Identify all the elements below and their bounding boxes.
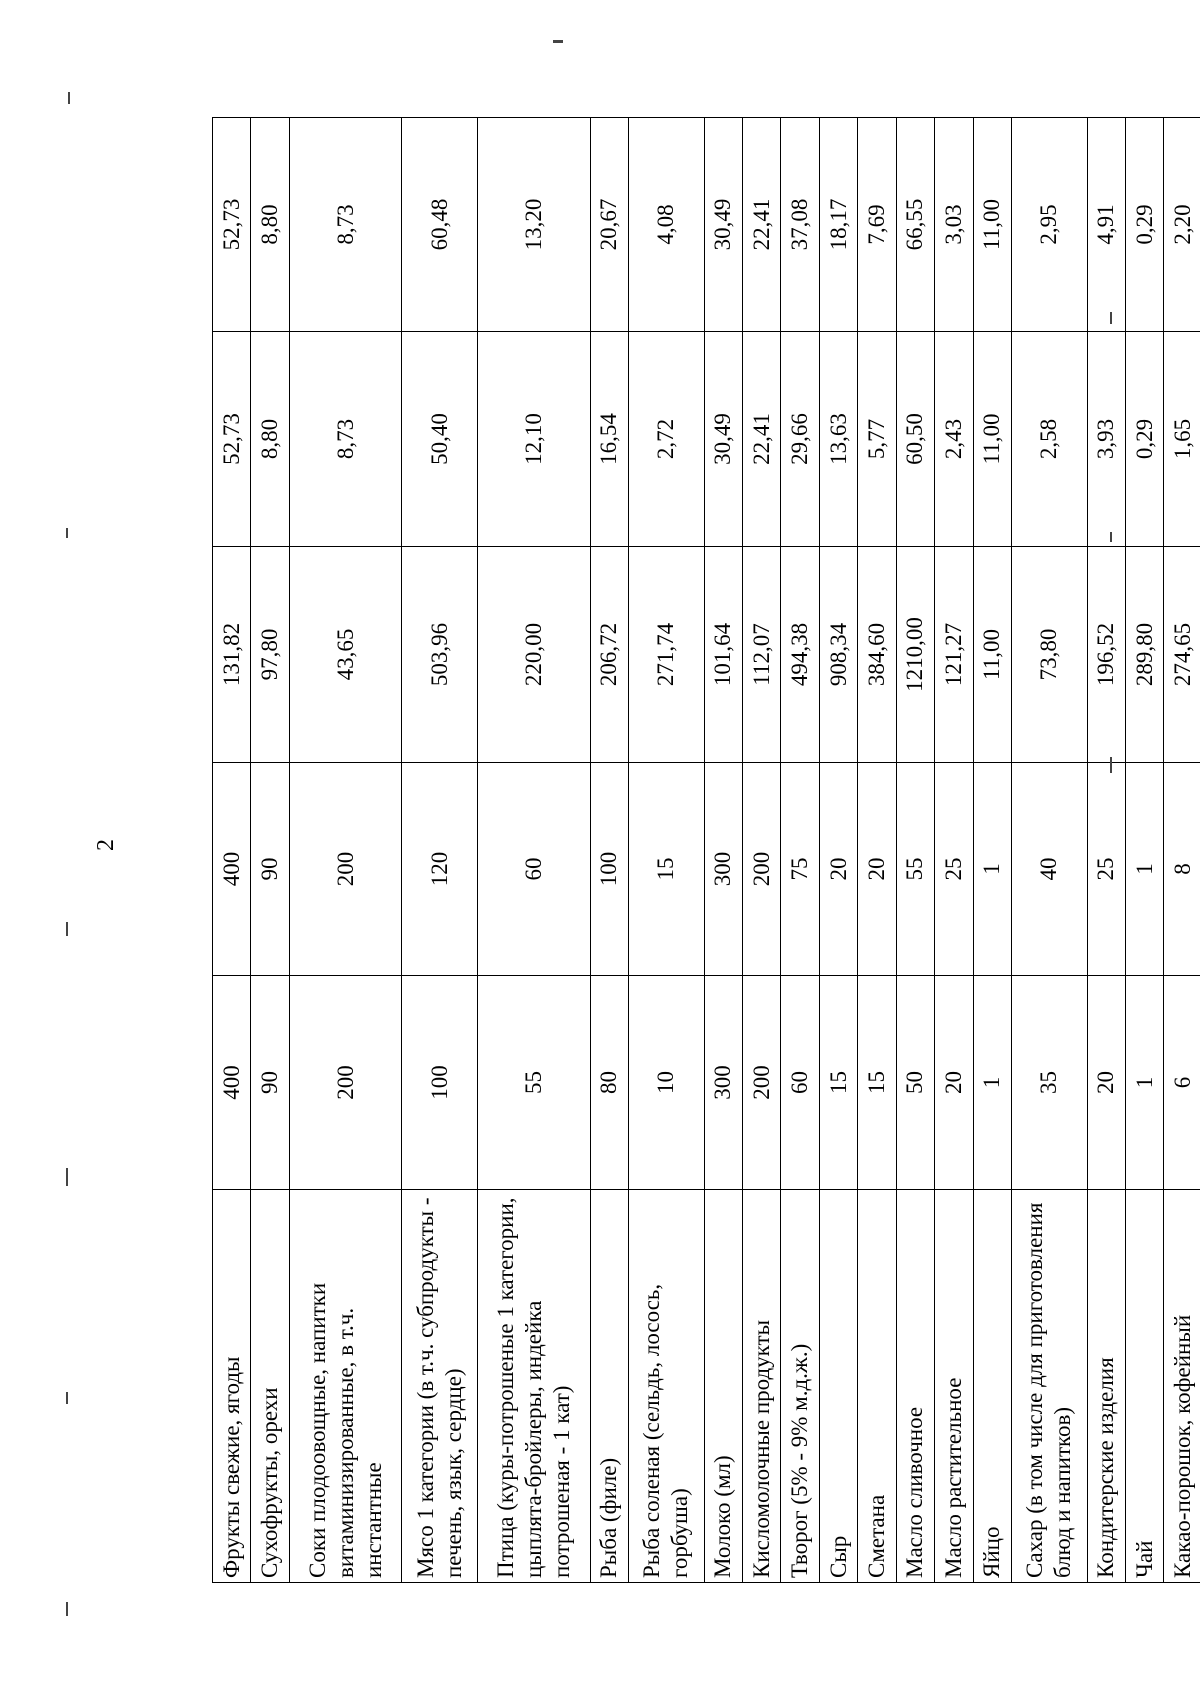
table-row <box>478 118 591 1583</box>
scan-speck <box>66 922 68 936</box>
table-row <box>704 118 742 1583</box>
value-cell: 60 <box>781 976 819 1190</box>
value-cell: 3,93 <box>1087 332 1125 547</box>
product-name-cell: Масло сливочное <box>896 1190 934 1583</box>
value-cell: 3,03 <box>935 118 973 332</box>
value-cell: 97,80 <box>251 547 289 763</box>
table-row <box>289 118 402 1583</box>
value-cell: 0,29 <box>1125 118 1163 332</box>
table-row <box>251 118 289 1583</box>
value-cell: 29,66 <box>781 332 819 547</box>
value-cell: 100 <box>590 763 628 976</box>
value-cell: 40 <box>1011 763 1087 976</box>
product-name-cell: Мясо 1 категории (в т.ч. субпродукты - печень, язык, сердце) <box>402 1190 478 1583</box>
value-cell: 400 <box>213 763 251 976</box>
value-cell: 25 <box>1087 763 1125 976</box>
value-cell: 8,73 <box>289 118 402 332</box>
value-cell: 73,80 <box>1011 547 1087 763</box>
product-name-cell: Творог (5% - 9% м.д.ж.) <box>781 1190 819 1583</box>
value-cell: 8,80 <box>251 118 289 332</box>
table-row <box>213 118 251 1583</box>
value-cell: 1210,00 <box>896 547 934 763</box>
scan-speck <box>1110 532 1112 542</box>
value-cell: 8,73 <box>289 332 402 547</box>
value-cell: 52,73 <box>213 118 251 332</box>
product-name-cell: Фрукты свежие, ягоды <box>213 1190 251 1583</box>
value-cell: 90 <box>251 763 289 976</box>
product-name-cell: Сметана <box>858 1190 896 1583</box>
product-name-cell: Масло растительное <box>935 1190 973 1583</box>
value-cell: 20 <box>858 763 896 976</box>
value-cell: 101,64 <box>704 547 742 763</box>
table-row <box>896 118 934 1583</box>
product-name-cell: Рыба соленая (сельдь, лосось, горбуша) <box>629 1190 705 1583</box>
value-cell: 22,41 <box>743 332 781 547</box>
value-cell: 2,43 <box>935 332 973 547</box>
scan-speck <box>66 1392 68 1404</box>
table-row <box>858 118 896 1583</box>
value-cell: 8 <box>1164 763 1200 976</box>
scan-speck <box>66 1168 68 1186</box>
value-cell: 274,65 <box>1164 547 1200 763</box>
value-cell: 12,10 <box>478 332 591 547</box>
value-cell: 2,72 <box>629 332 705 547</box>
value-cell: 1 <box>1125 763 1163 976</box>
value-cell: 8,80 <box>251 332 289 547</box>
value-cell: 37,08 <box>781 118 819 332</box>
product-name-cell: Соки плодоовощные, напитки витаминизированные, в т.ч. инстантные <box>289 1190 402 1583</box>
value-cell: 289,80 <box>1125 547 1163 763</box>
value-cell: 1 <box>973 763 1011 976</box>
table-row <box>1125 118 1163 1583</box>
value-cell: 503,96 <box>402 547 478 763</box>
value-cell: 300 <box>704 976 742 1190</box>
value-cell: 200 <box>289 976 402 1190</box>
value-cell: 15 <box>858 976 896 1190</box>
product-name-cell: Чай <box>1125 1190 1163 1583</box>
table-row <box>781 118 819 1583</box>
food-cost-table <box>212 117 1200 1583</box>
value-cell: 200 <box>743 976 781 1190</box>
product-name-cell: Сыр <box>819 1190 857 1583</box>
table-row <box>743 118 781 1583</box>
value-cell: 120 <box>402 763 478 976</box>
value-cell: 131,82 <box>213 547 251 763</box>
value-cell: 100 <box>402 976 478 1190</box>
product-name-cell: Птица (куры-потрошеные 1 категории, цыплята-бройлеры, индейка потрошеная - 1 кат) <box>478 1190 591 1583</box>
product-name-cell: Какао-порошок, кофейный <box>1164 1190 1200 1583</box>
value-cell: 66,55 <box>896 118 934 332</box>
scan-speck <box>553 40 563 43</box>
value-cell: 13,20 <box>478 118 591 332</box>
value-cell: 1 <box>973 976 1011 1190</box>
value-cell: 200 <box>743 763 781 976</box>
table-row <box>590 118 628 1583</box>
value-cell: 384,60 <box>858 547 896 763</box>
value-cell: 90 <box>251 976 289 1190</box>
value-cell: 30,49 <box>704 118 742 332</box>
value-cell: 10 <box>629 976 705 1190</box>
value-cell: 4,08 <box>629 118 705 332</box>
value-cell: 220,00 <box>478 547 591 763</box>
value-cell: 200 <box>289 763 402 976</box>
value-cell: 16,54 <box>590 332 628 547</box>
value-cell: 30,49 <box>704 332 742 547</box>
value-cell: 55 <box>896 763 934 976</box>
scan-speck <box>68 92 70 104</box>
value-cell: 2,20 <box>1164 118 1200 332</box>
value-cell: 11,00 <box>973 547 1011 763</box>
value-cell: 25 <box>935 763 973 976</box>
table-row <box>1087 118 1125 1583</box>
value-cell: 6 <box>1164 976 1200 1190</box>
value-cell: 18,17 <box>819 118 857 332</box>
value-cell: 271,74 <box>629 547 705 763</box>
table-row <box>1011 118 1087 1583</box>
value-cell: 206,72 <box>590 547 628 763</box>
value-cell: 112,07 <box>743 547 781 763</box>
value-cell: 11,00 <box>973 332 1011 547</box>
value-cell: 1,65 <box>1164 332 1200 547</box>
scan-speck <box>66 1602 68 1616</box>
value-cell: 50 <box>896 976 934 1190</box>
product-name-cell: Сахар (в том числе для приготовления блюд и напитков) <box>1011 1190 1087 1583</box>
value-cell: 5,77 <box>858 332 896 547</box>
product-name-cell: Молоко (мл) <box>704 1190 742 1583</box>
value-cell: 55 <box>478 976 591 1190</box>
value-cell: 2,95 <box>1011 118 1087 332</box>
table-row <box>973 118 1011 1583</box>
value-cell: 4,91 <box>1087 118 1125 332</box>
value-cell: 22,41 <box>743 118 781 332</box>
value-cell: 196,52 <box>1087 547 1125 763</box>
value-cell: 11,00 <box>973 118 1011 332</box>
value-cell: 1 <box>1125 976 1163 1190</box>
value-cell: 0,29 <box>1125 332 1163 547</box>
value-cell: 43,65 <box>289 547 402 763</box>
value-cell: 908,34 <box>819 547 857 763</box>
value-cell: 20 <box>935 976 973 1190</box>
value-cell: 121,27 <box>935 547 973 763</box>
value-cell: 20,67 <box>590 118 628 332</box>
value-cell: 15 <box>629 763 705 976</box>
value-cell: 35 <box>1011 976 1087 1190</box>
value-cell: 15 <box>819 976 857 1190</box>
table-row <box>819 118 857 1583</box>
value-cell: 60,50 <box>896 332 934 547</box>
scan-speck <box>66 528 68 538</box>
product-name-cell: Яйцо <box>973 1190 1011 1583</box>
product-name-cell: Сухофрукты, орехи <box>251 1190 289 1583</box>
product-name-cell: Кондитерские изделия <box>1087 1190 1125 1583</box>
product-name-cell: Кисломолочные продукты <box>743 1190 781 1583</box>
rotated-table-container <box>212 118 1200 1583</box>
value-cell: 2,58 <box>1011 332 1087 547</box>
value-cell: 7,69 <box>858 118 896 332</box>
value-cell: 300 <box>704 763 742 976</box>
value-cell: 400 <box>213 976 251 1190</box>
value-cell: 75 <box>781 763 819 976</box>
table-row <box>935 118 973 1583</box>
scan-speck <box>1110 757 1112 773</box>
value-cell: 80 <box>590 976 628 1190</box>
table-row <box>1164 118 1200 1583</box>
value-cell: 60 <box>478 763 591 976</box>
value-cell: 20 <box>1087 976 1125 1190</box>
table-row <box>629 118 705 1583</box>
value-cell: 50,40 <box>402 332 478 547</box>
value-cell: 60,48 <box>402 118 478 332</box>
scan-speck <box>1110 312 1112 324</box>
value-cell: 52,73 <box>213 332 251 547</box>
value-cell: 494,38 <box>781 547 819 763</box>
value-cell: 13,63 <box>819 332 857 547</box>
page-number: 2 <box>93 839 119 851</box>
product-name-cell: Рыба (филе) <box>590 1190 628 1583</box>
table-row <box>402 118 478 1583</box>
value-cell: 20 <box>819 763 857 976</box>
